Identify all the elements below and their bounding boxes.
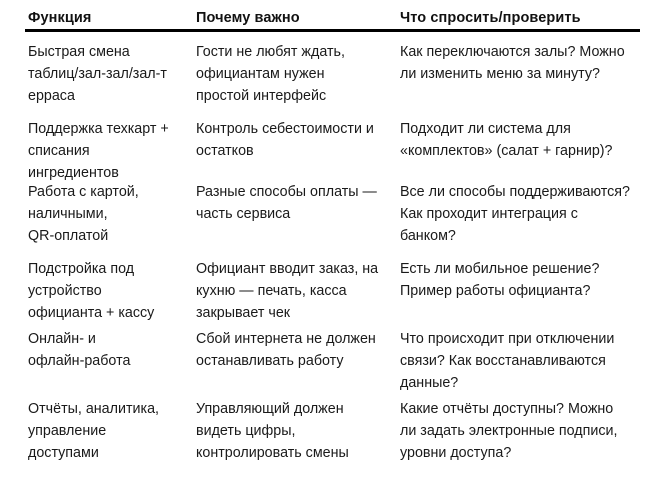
cell-function xyxy=(28,258,200,324)
cell-line: закрывает чек xyxy=(196,305,291,321)
cell-line: остатков xyxy=(196,143,254,159)
cell-function xyxy=(28,398,200,464)
cell-line: Сбой интернета не должен xyxy=(196,331,376,347)
cell-line: ли изменить меню за минуту? xyxy=(400,66,600,82)
table-row xyxy=(0,118,654,181)
cell-line: «комплектов» (салат + гарнир)? xyxy=(400,143,613,159)
cell-why-important xyxy=(196,328,404,372)
cell-line: управление xyxy=(28,423,107,439)
column-header-why-important: Почему важно xyxy=(196,10,300,26)
cell-what-to-ask xyxy=(400,181,652,247)
table-header-row xyxy=(0,8,654,30)
cell-line: останавливать работу xyxy=(196,353,344,369)
column-header-what-to-ask: Что спросить/проверить xyxy=(400,10,581,26)
cell-line: ерраса xyxy=(28,88,75,104)
cell-what-to-ask xyxy=(400,258,652,302)
table-row xyxy=(0,181,654,258)
cell-what-to-ask xyxy=(400,328,652,394)
cell-line: Официант вводит заказ, на xyxy=(196,261,379,277)
cell-why-important xyxy=(196,258,404,324)
cell-line: ингредиентов xyxy=(28,165,119,181)
cell-what-to-ask xyxy=(400,398,652,464)
cell-line: устройство xyxy=(28,283,102,299)
cell-line: официанта + кассу xyxy=(28,305,155,321)
cell-line: ли задать электронные подписи, xyxy=(400,423,618,439)
cell-line: QR-оплатой xyxy=(28,228,109,244)
cell-what-to-ask xyxy=(400,118,652,162)
table-row xyxy=(0,41,654,118)
cell-line: Работа с картой, xyxy=(28,184,139,200)
cell-line: контролировать смены xyxy=(196,445,349,461)
cell-why-important xyxy=(196,118,404,162)
cell-line: наличными, xyxy=(28,206,108,222)
cell-function xyxy=(28,181,200,247)
cell-line: Поддержка техкарт + xyxy=(28,121,169,137)
cell-line: официантам нужен xyxy=(196,66,325,82)
cell-line: Как проходит интеграция с xyxy=(400,206,578,222)
cell-line: уровни доступа? xyxy=(400,445,512,461)
cell-line: данные? xyxy=(400,375,459,391)
header-separator-rule xyxy=(25,29,640,32)
cell-line: Подходит ли система для xyxy=(400,121,571,137)
cell-line: часть сервиса xyxy=(196,206,291,222)
cell-line: таблиц/зал-зал/зал-т xyxy=(28,66,167,82)
cell-line: Какие отчёты доступны? Можно xyxy=(400,401,614,417)
cell-function xyxy=(28,41,200,107)
cell-line: видеть цифры, xyxy=(196,423,296,439)
cell-function xyxy=(28,118,200,184)
cell-line: Как переключаются залы? Можно xyxy=(400,44,625,60)
cell-line: Контроль себестоимости и xyxy=(196,121,374,137)
cell-line: Гости не любят ждать, xyxy=(196,44,345,60)
cell-line: Подстройка под xyxy=(28,261,135,277)
cell-line: офлайн-работа xyxy=(28,353,131,369)
cell-line: Быстрая смена xyxy=(28,44,130,60)
cell-line: простой интерфейс xyxy=(196,88,327,104)
table-row xyxy=(0,258,654,328)
cell-line: кухню — печать, касса xyxy=(196,283,347,299)
cell-why-important xyxy=(196,398,404,464)
cell-line: Есть ли мобильное решение? xyxy=(400,261,600,277)
cell-line: Управляющий должен xyxy=(196,401,344,417)
cell-line: Отчёты, аналитика, xyxy=(28,401,159,417)
cell-line: списания xyxy=(28,143,90,159)
cell-why-important xyxy=(196,181,404,225)
cell-line: Разные способы оплаты — xyxy=(196,184,377,200)
cell-line: доступами xyxy=(28,445,99,461)
column-header-function: Функция xyxy=(28,10,92,26)
cell-line: Онлайн- и xyxy=(28,331,96,347)
cell-why-important xyxy=(196,41,404,107)
cell-line: связи? Как восстанавливаются xyxy=(400,353,606,369)
cell-function xyxy=(28,328,200,372)
table-row xyxy=(0,398,654,474)
cell-line: Что происходит при отключении xyxy=(400,331,615,347)
cell-line: Пример работы официанта? xyxy=(400,283,591,299)
cell-line: Все ли способы поддерживаются? xyxy=(400,184,630,200)
table-row xyxy=(0,328,654,398)
cell-what-to-ask xyxy=(400,41,652,85)
cell-line: банком? xyxy=(400,228,456,244)
